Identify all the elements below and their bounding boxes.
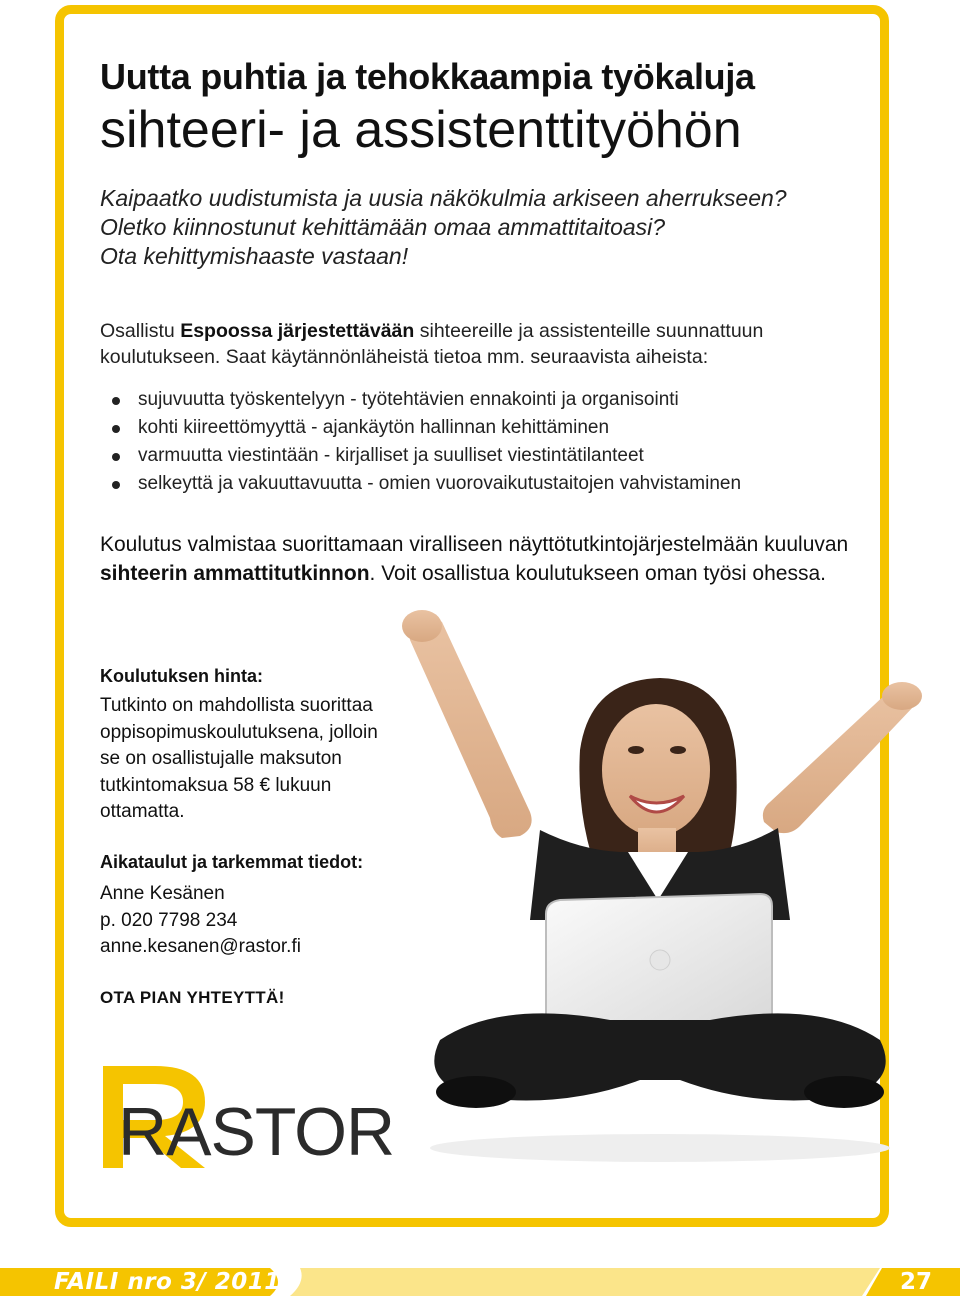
para-text: sihteereille ja assistenteille suunnattuun koulutukseen. Saat käytännönläheistä tietoa mm. seuraavista aiheista: (100, 320, 764, 368)
contact-details (100, 881, 301, 961)
para-text: Koulutus valmistaa suorittamaan viralliseen näyttötutkintojärjestelmään kuuluvan (100, 533, 849, 556)
qualification-text (100, 530, 860, 588)
price-heading: Koulutuksen hinta: (100, 666, 263, 686)
intro-line: Ota kehittymishaaste vastaan! (100, 243, 409, 269)
woman-with-laptop-illustration (380, 600, 940, 1180)
list-item: selkeyttä ja vakuuttavuutta - omien vuorovaikutustaitojen vahvistaminen (108, 470, 741, 498)
call-to-action: OTA PIAN YHTEYTTÄ! (100, 988, 285, 1007)
para-text: Osallistu (100, 320, 181, 342)
logo-wordmark: RASTOR (118, 1094, 395, 1170)
location-highlight: Espoossa järjestettävään (180, 320, 415, 342)
price-line: Tutkinto on mahdollista suorittaa (100, 695, 373, 716)
price-line: oppisopimuskoulutuksena, jolloin (100, 721, 378, 743)
contact-heading: Aikataulut ja tarkemmat tiedot: (100, 852, 364, 872)
list-item: kohti kiireettömyyttä - ajankäytön hallinnan kehittäminen (108, 414, 741, 442)
headline-large: sihteeri- ja assistenttityöhön (100, 101, 742, 159)
contact-phone[interactable]: p. 020 7798 234 (100, 909, 238, 931)
topic-list (108, 386, 741, 498)
issue-label: FAILI nro 3/ 2011 (54, 1269, 281, 1295)
contact-name: Anne Kesänen (100, 883, 225, 904)
contact-email[interactable]: anne.kesanen@rastor.fi (100, 936, 301, 957)
intro-line: Kaipaatko uudistumista ja uusia näkökulmia arkiseen aherrukseen? (100, 185, 787, 211)
headline: Uutta puhtia ja tehokkaampia työkaluja (100, 56, 755, 97)
intro-line: Oletko kiinnostunut kehittämään omaa ammattitaitoasi? (100, 214, 666, 240)
price-line: se on osallistujalle maksuton (100, 748, 342, 769)
price-text (100, 693, 410, 826)
course-description (100, 318, 860, 370)
price-line: ottamatta. (100, 801, 185, 822)
page-number: 27 (900, 1269, 933, 1295)
list-item: sujuvuutta työskentelyyn - työtehtävien ennakointi ja organisointi (108, 386, 741, 414)
qualification-highlight: sihteerin ammattitutkinnon (100, 562, 370, 585)
price-line: tutkintomaksua 58 € lukuun (100, 774, 332, 796)
para-text: . Voit osallistua koulutukseen oman työsi ohessa. (369, 562, 826, 585)
list-item: varmuutta viestintään - kirjalliset ja suulliset viestintätilanteet (108, 442, 741, 470)
intro-text (100, 184, 787, 271)
